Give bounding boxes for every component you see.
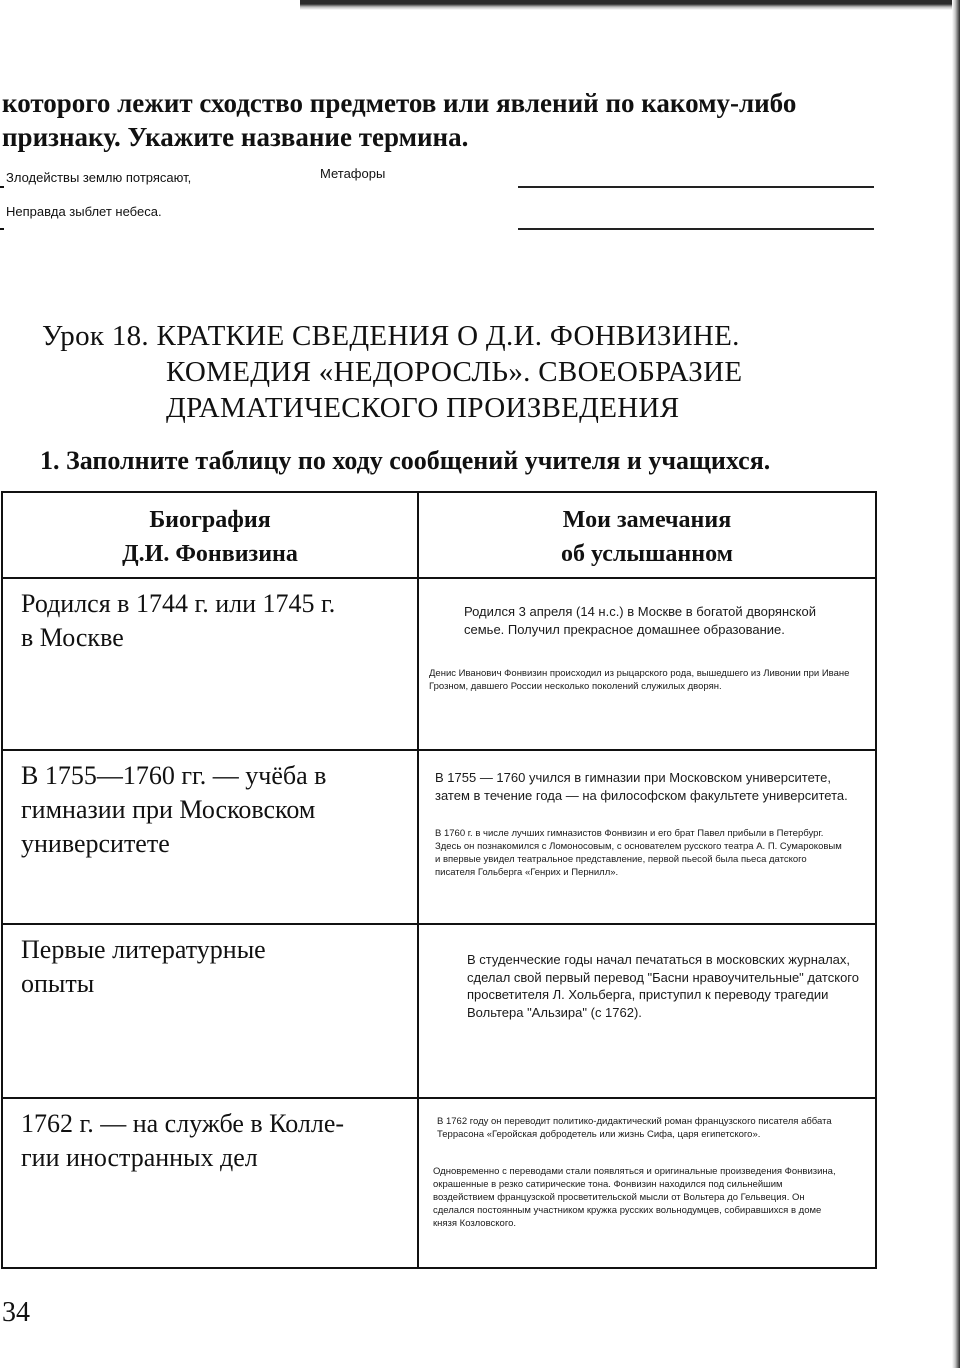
example-line-1: Злодействы землю потрясают, xyxy=(6,170,192,185)
note-extra: В 1760 г. в числе лучших гимназистов Фонвизин и его брат Павел прибыли в Петербург. Здесь он познакомился с Ломоносовым, с основателем русского театра А. П. Сумароковым и впервые увидел театральное представление, первой пьесой была пьеса датского писателя Гольберга «Генрих и Пернилл». xyxy=(435,828,842,878)
header-notes-line-2: об услышанном xyxy=(561,541,733,567)
header-notes xyxy=(419,503,875,571)
table-row xyxy=(3,749,875,925)
scan-edge-top xyxy=(300,0,960,10)
note-main: В 1755 — 1760 учился в гимназии при Московском университете, затем в течение года — на философском факультете университета. xyxy=(435,770,848,803)
biography-text: В 1755—1760 гг. — учёба в xyxy=(21,761,327,790)
page-number: 34 xyxy=(2,1297,30,1328)
lesson-title-line-3: ДРАМАТИЧЕСКОГО ПРОИЗВЕДЕНИЯ xyxy=(166,392,680,424)
margin-mark xyxy=(0,186,4,188)
biography-cell xyxy=(21,1107,411,1175)
note-main: Родился 3 апреля (14 н.с.) в Москве в богатой дворянской семье. Получил прекрасное домашнее образование. xyxy=(464,604,816,637)
answer-blank-line-2[interactable] xyxy=(518,228,874,230)
biography-text: гимназии при Московском xyxy=(21,795,316,824)
task-continuation-text: которого лежит сходство предметов или явлений по какому-либо признаку. Укажите название термина. xyxy=(2,88,797,152)
table-row xyxy=(3,1097,875,1267)
biography-text: 1762 г. — на службе в Колле- xyxy=(21,1109,345,1138)
biography-cell xyxy=(21,759,411,861)
biography-text: Родился в 1744 г. или 1745 г. xyxy=(21,589,336,618)
table-row xyxy=(3,923,875,1099)
lesson-title-line-2: КОМЕДИЯ «НЕДОРОСЛЬ». СВОЕОБРАЗИЕ xyxy=(166,356,743,388)
scan-edge-right xyxy=(952,0,960,1368)
example-answer-1: Метафоры xyxy=(320,166,386,181)
header-biography xyxy=(3,503,417,571)
table-row xyxy=(3,577,875,751)
header-biography-line-1: Биография xyxy=(149,507,271,533)
note-extra: Одновременно с переводами стали появляться и оригинальные произведения Фонвизина, окрашенные в резко сатирические тона. Фонвизин находился под сильнейшим воздействием французской просветительской мысли от Вольтера до Гельвеция. Он сделался постоянным участником кружка русских вольнодумцев, собиравшихся в доме князя Козловского. xyxy=(433,1166,836,1229)
biography-text: Первые литературные xyxy=(21,935,266,964)
biography-text: в Москве xyxy=(21,623,124,652)
biography-text: опыты xyxy=(21,969,95,998)
example-line-2: Неправда зыблет небеса. xyxy=(6,204,162,219)
table-header-row xyxy=(3,493,875,579)
header-biography-line-2: Д.И. Фонвизина xyxy=(122,541,298,567)
note-main: В 1762 году он переводит политико-дидактический роман французского писателя аббата Террасона «Геройская добродетель или жизнь Сифа, царя египетского». xyxy=(437,1116,832,1140)
margin-mark xyxy=(0,228,4,230)
header-notes-line-1: Мои замечания xyxy=(562,507,732,533)
note-extra: Денис Иванович Фонвизин происходил из рыцарского рода, вышедшего из Ливонии при Иване Грозном, давшего России несколько поколений служилых дворян. xyxy=(429,668,850,692)
lesson-title xyxy=(42,318,862,426)
biography-text: гии иностранных дел xyxy=(21,1143,258,1172)
task-instruction: 1. Заполните таблицу по ходу сообщений учителя и учащихся. xyxy=(40,446,771,475)
lesson-title-line-1: Урок 18. КРАТКИЕ СВЕДЕНИЯ О Д.И. ФОНВИЗИНЕ. xyxy=(42,320,740,352)
biography-text: университете xyxy=(21,829,170,858)
biography-cell xyxy=(21,933,411,1001)
answer-blank-line-1[interactable] xyxy=(518,186,874,188)
note-main: В студенческие годы начал печататься в московских журналах, сделал свой первый перевод "Басни нравоучительные" датского просветителя Л. Хольберга, приступил к переводу трагедии Вольтера "Альзира" (с 1762). xyxy=(467,952,859,1020)
biography-table xyxy=(1,491,877,1269)
biography-cell xyxy=(21,587,411,655)
